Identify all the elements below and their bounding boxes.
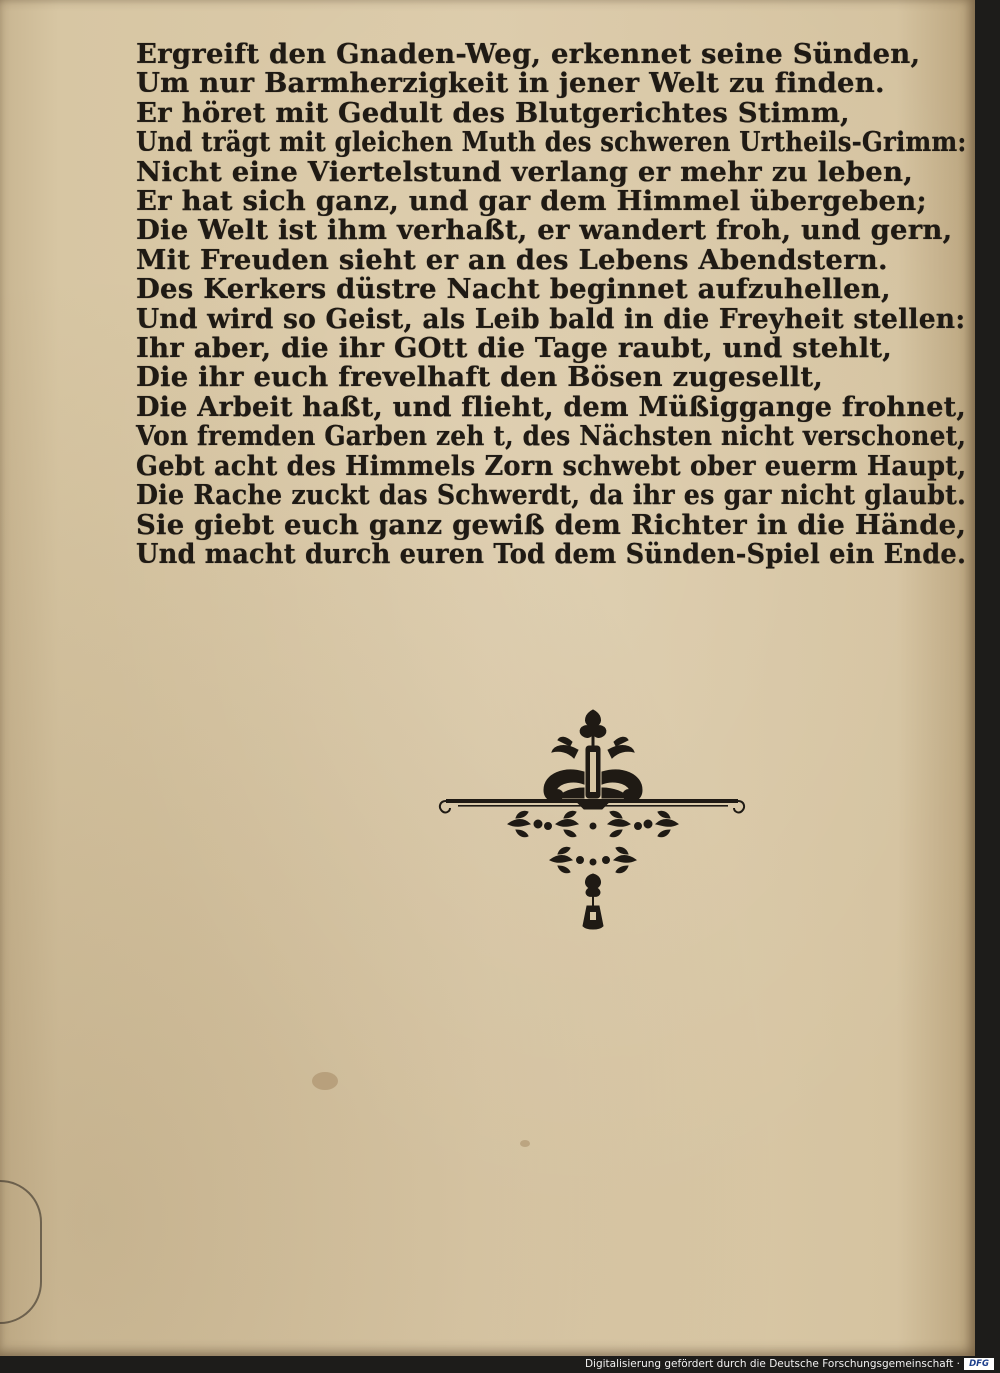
verse-line: Und trägt mit gleichen Muth des schweren Urtheils-Grimm: bbox=[136, 126, 967, 159]
verse-line: Ihr aber, die ihr GOtt die Tage raubt, und stehlt, bbox=[136, 332, 893, 365]
poem-text bbox=[136, 40, 966, 569]
verse-line: Ergreift den Gnaden-Weg, erkennet seine Sünden, bbox=[136, 38, 921, 70]
footer-bar bbox=[0, 1356, 1000, 1373]
verse-line: Er hat sich ganz, und gar dem Himmel übergeben; bbox=[136, 185, 927, 218]
dfg-logo: DFG bbox=[964, 1358, 994, 1370]
paper-stain bbox=[312, 1072, 338, 1090]
verse-line: Die Arbeit haßt, und flieht, dem Müßiggange frohnet, bbox=[136, 390, 966, 423]
verse-line: Und macht durch euren Tod dem Sünden-Spiel ein Ende. bbox=[136, 537, 967, 570]
verse-line: Die ihr euch frevelhaft den Bösen zugesellt, bbox=[136, 361, 824, 394]
verse-line: Er höret mit Gedult des Blutgerichtes Stimm, bbox=[136, 96, 850, 129]
verse-line: Die Welt ist ihm verhaßt, er wandert froh, und gern, bbox=[136, 214, 953, 247]
verse-line: Um nur Barmherzigkeit in jener Welt zu finden. bbox=[136, 67, 885, 100]
verse-line: Nicht eine Viertelstund verlang er mehr zu leben, bbox=[136, 155, 913, 188]
verse-line: Sie giebt euch ganz gewiß dem Richter in die Hände, bbox=[136, 508, 967, 541]
paper-stain bbox=[520, 1140, 530, 1147]
verse-line: Und wird so Geist, als Leib bald in die Freyheit stellen: bbox=[136, 302, 966, 335]
verse-line: Die Rache zuckt das Schwerdt, da ihr es gar nicht glaubt. bbox=[136, 479, 967, 512]
verse-line: Gebt acht des Himmels Zorn schwebt ober euerm Haupt, bbox=[136, 449, 967, 482]
funding-credit: Digitalisierung gefördert durch die Deutsche Forschungsgemeinschaft · bbox=[584, 1358, 960, 1370]
verse-line: Des Kerkers düstre Nacht beginnet aufzuhellen, bbox=[136, 273, 891, 306]
printers-flower-vignette-icon bbox=[438, 702, 748, 942]
binding-thread bbox=[0, 1180, 42, 1324]
verse-line: Mit Freuden sieht er an des Lebens Abendstern. bbox=[136, 243, 888, 276]
verse-line: Von fremden Garben zeh t, des Nächsten nicht verschonet, bbox=[136, 420, 967, 453]
